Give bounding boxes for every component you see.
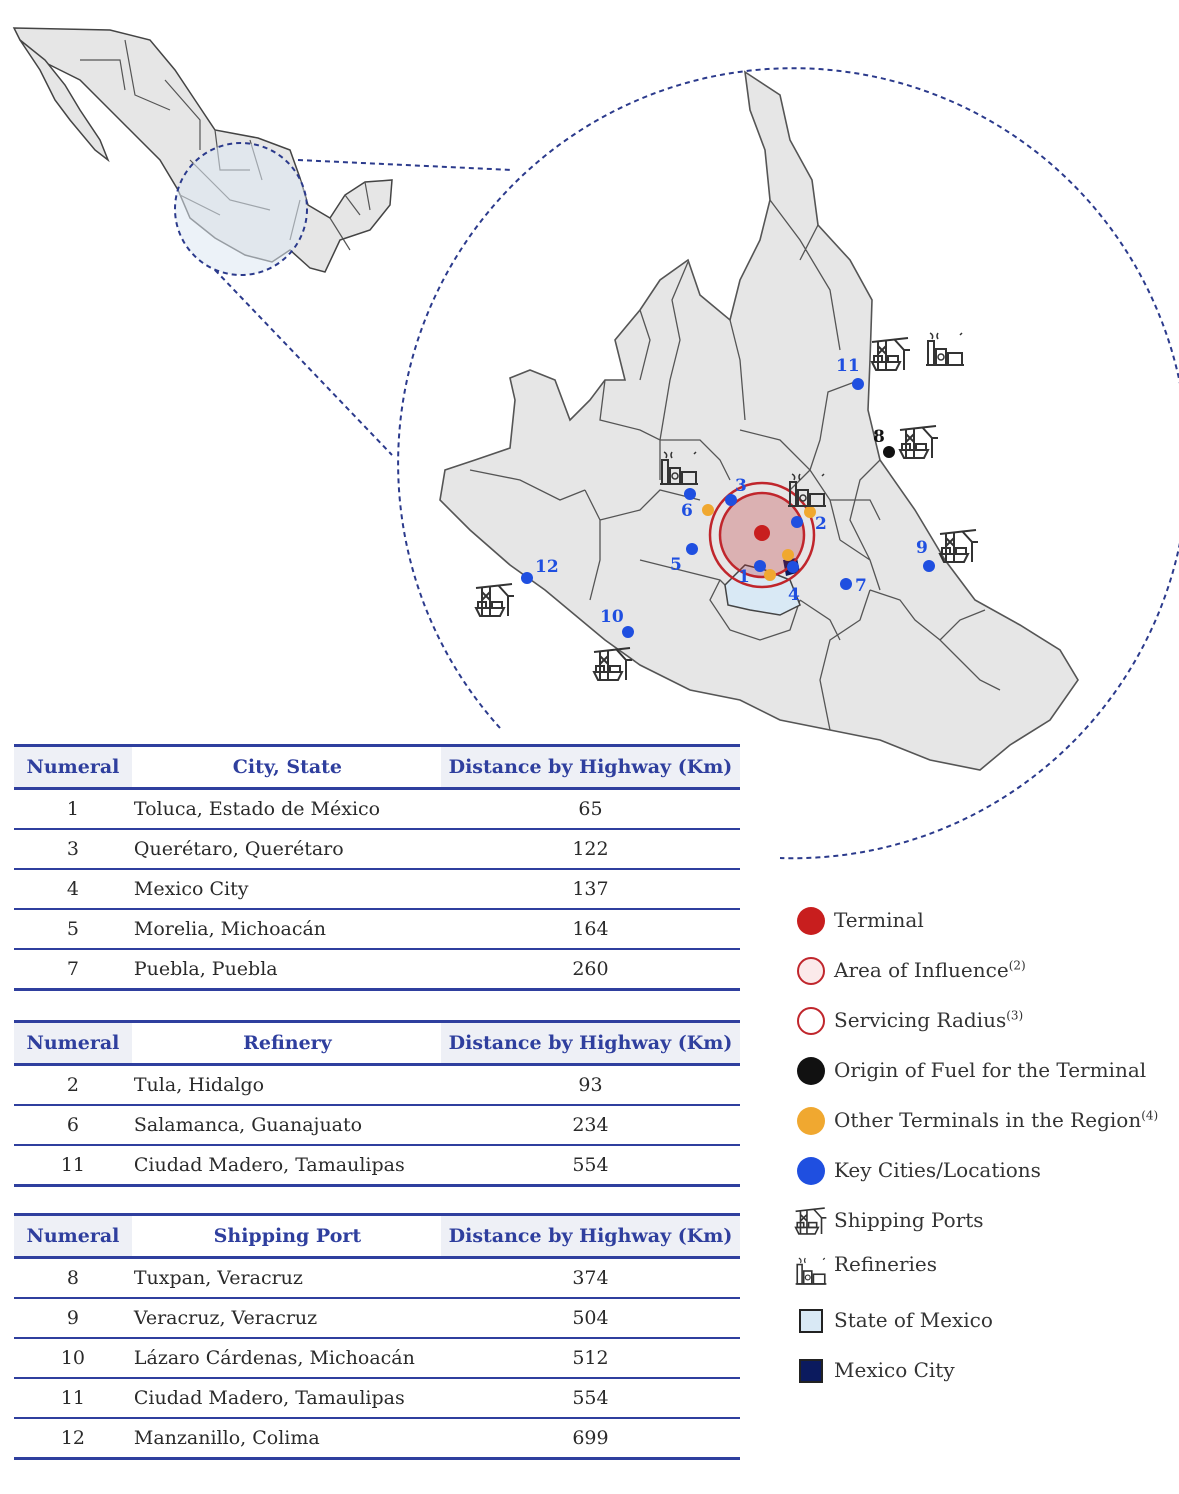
state-of-mexico-swatch-icon [799, 1309, 823, 1333]
legend-label-mexico-city: Mexico City [834, 1358, 955, 1382]
shipping-port-icon [476, 584, 514, 616]
cell-name: Toluca, Estado de México [132, 789, 441, 830]
other-terminal-marker [764, 569, 776, 581]
legend-label-other-terminals: Other Terminals in the Region [834, 1108, 1142, 1132]
cell-numeral: 8 [14, 1258, 132, 1299]
central-mexico-map [440, 72, 1078, 770]
origin-marker-8 [883, 446, 895, 458]
cell-name: Veracruz, Veracruz [132, 1298, 441, 1338]
legend-item-servicing-radius [790, 996, 1175, 1046]
map-label-6: 6 [681, 501, 693, 521]
cell-distance: 234 [441, 1105, 740, 1145]
cell-name: Lázaro Cárdenas, Michoacán [132, 1338, 441, 1378]
cell-distance: 554 [441, 1145, 740, 1186]
cell-name: Mexico City [132, 869, 441, 909]
cell-distance: 699 [441, 1418, 740, 1459]
shipping-port-icon [900, 426, 938, 458]
table-row [14, 1145, 740, 1186]
table-row [14, 949, 740, 990]
zoom-connector-bottom [215, 270, 392, 455]
cell-numeral: 3 [14, 829, 132, 869]
legend-label-key-cities: Key Cities/Locations [834, 1158, 1041, 1182]
table-row [14, 1105, 740, 1145]
shipping-port-icon [794, 1204, 828, 1238]
city-marker-5 [686, 543, 698, 555]
legend-label-refineries: Refineries [834, 1252, 938, 1276]
cell-distance: 504 [441, 1298, 740, 1338]
header-refinery: Refinery [132, 1022, 441, 1065]
cell-numeral: 11 [14, 1378, 132, 1418]
legend-item-shipping-ports [790, 1196, 1175, 1246]
map-label-2: 2 [815, 514, 827, 534]
city-marker-6 [684, 488, 696, 500]
cell-name: Salamanca, Guanajuato [132, 1105, 441, 1145]
cell-name: Ciudad Madero, Tamaulipas [132, 1145, 441, 1186]
map-legend [790, 896, 1175, 1396]
legend-label-shipping-ports: Shipping Ports [834, 1208, 984, 1232]
footnote-3: (3) [1006, 1008, 1024, 1023]
header-city-state: City, State [132, 746, 441, 789]
table-row [14, 1258, 740, 1299]
city-marker-11 [852, 378, 864, 390]
other-terminal-marker [782, 549, 794, 561]
cell-distance: 93 [441, 1065, 740, 1106]
cell-name: Ciudad Madero, Tamaulipas [132, 1378, 441, 1418]
table-row [14, 909, 740, 949]
city-marker-9 [923, 560, 935, 572]
cell-numeral: 9 [14, 1298, 132, 1338]
cell-numeral: 2 [14, 1065, 132, 1106]
legend-item-origin-of-fuel [790, 1046, 1175, 1096]
refineries-table [14, 1020, 740, 1187]
key-cities-dot-icon [797, 1157, 825, 1185]
cell-name: Manzanillo, Colima [132, 1418, 441, 1459]
legend-label-origin-of-fuel: Origin of Fuel for the Terminal [834, 1058, 1147, 1082]
cell-numeral: 12 [14, 1418, 132, 1459]
map-label-5: 5 [670, 555, 682, 575]
cell-name: Puebla, Puebla [132, 949, 441, 990]
cell-distance: 65 [441, 789, 740, 830]
area-of-influence-ring-icon [797, 957, 825, 985]
header-distance: Distance by Highway (Km) [441, 1022, 740, 1065]
city-marker-10 [622, 626, 634, 638]
cell-distance: 260 [441, 949, 740, 990]
cell-name: Morelia, Michoacán [132, 909, 441, 949]
terminal-dot-icon [797, 907, 825, 935]
table-header-row [14, 1022, 740, 1065]
table-header-row [14, 746, 740, 789]
terminal-marker [754, 525, 770, 541]
map-label-4: 4 [788, 585, 800, 605]
legend-item-key-cities [790, 1146, 1175, 1196]
table-row [14, 829, 740, 869]
zoom-connector-top [298, 160, 512, 170]
legend-item-state-of-mexico [790, 1296, 1175, 1346]
origin-dot-icon [797, 1057, 825, 1085]
legend-label-state-of-mexico: State of Mexico [834, 1308, 993, 1332]
city-marker-12 [521, 572, 533, 584]
shipping-port-icon [940, 530, 978, 562]
header-numeral: Numeral [14, 1215, 132, 1258]
map-label-8: 8 [873, 427, 885, 447]
city-marker-2 [791, 516, 803, 528]
cell-distance: 554 [441, 1378, 740, 1418]
legend-item-terminal [790, 896, 1175, 946]
table-row [14, 789, 740, 830]
header-numeral: Numeral [14, 746, 132, 789]
cell-numeral: 4 [14, 869, 132, 909]
map-label-12: 12 [535, 557, 559, 577]
cell-numeral: 6 [14, 1105, 132, 1145]
cell-name: Tuxpan, Veracruz [132, 1258, 441, 1299]
table-row [14, 1338, 740, 1378]
map-label-11: 11 [836, 356, 860, 376]
legend-label-area-of-influence: Area of Influence [834, 958, 1009, 982]
zoom-region-circle [175, 143, 307, 275]
legend-item-other-terminals [790, 1096, 1175, 1146]
table-row [14, 1065, 740, 1106]
city-marker-7 [840, 578, 852, 590]
table-row [14, 869, 740, 909]
mexico-city-swatch-icon [799, 1359, 823, 1383]
table-row [14, 1378, 740, 1418]
map-label-3: 3 [735, 476, 747, 496]
other-terminal-marker [702, 504, 714, 516]
table-header-row [14, 1215, 740, 1258]
refinery-icon [926, 333, 964, 365]
header-distance: Distance by Highway (Km) [441, 746, 740, 789]
legend-label-servicing-radius: Servicing Radius [834, 1008, 1007, 1032]
table-row [14, 1418, 740, 1459]
city-marker-1 [754, 560, 766, 572]
cities-table [14, 744, 740, 991]
refinery-icon [794, 1254, 828, 1288]
legend-item-area-of-influence [790, 946, 1175, 996]
map-label-9: 9 [916, 538, 928, 558]
cell-numeral: 5 [14, 909, 132, 949]
legend-item-mexico-city [790, 1346, 1175, 1396]
shipping-port-icon [872, 338, 910, 370]
cell-numeral: 7 [14, 949, 132, 990]
cell-numeral: 11 [14, 1145, 132, 1186]
other-terminals-dot-icon [797, 1107, 825, 1135]
cell-name: Querétaro, Querétaro [132, 829, 441, 869]
cell-distance: 374 [441, 1258, 740, 1299]
map-label-1: 1 [738, 567, 750, 587]
footnote-2: (2) [1008, 958, 1026, 973]
legend-item-refineries [790, 1246, 1175, 1296]
cell-distance: 137 [441, 869, 740, 909]
map-label-7: 7 [855, 576, 867, 596]
header-distance: Distance by Highway (Km) [441, 1215, 740, 1258]
footnote-4: (4) [1141, 1108, 1159, 1123]
mexico-overview-map [14, 28, 392, 275]
header-numeral: Numeral [14, 1022, 132, 1065]
legend-label-terminal: Terminal [834, 908, 924, 932]
map-label-10: 10 [600, 607, 624, 627]
servicing-radius-ring-icon [797, 1007, 825, 1035]
cell-numeral: 1 [14, 789, 132, 830]
cell-name: Tula, Hidalgo [132, 1065, 441, 1106]
city-marker-4 [787, 561, 799, 573]
header-shipping-port: Shipping Port [132, 1215, 441, 1258]
cell-distance: 122 [441, 829, 740, 869]
table-row [14, 1298, 740, 1338]
shipping-ports-table [14, 1213, 740, 1460]
cell-distance: 512 [441, 1338, 740, 1378]
cell-distance: 164 [441, 909, 740, 949]
cell-numeral: 10 [14, 1338, 132, 1378]
